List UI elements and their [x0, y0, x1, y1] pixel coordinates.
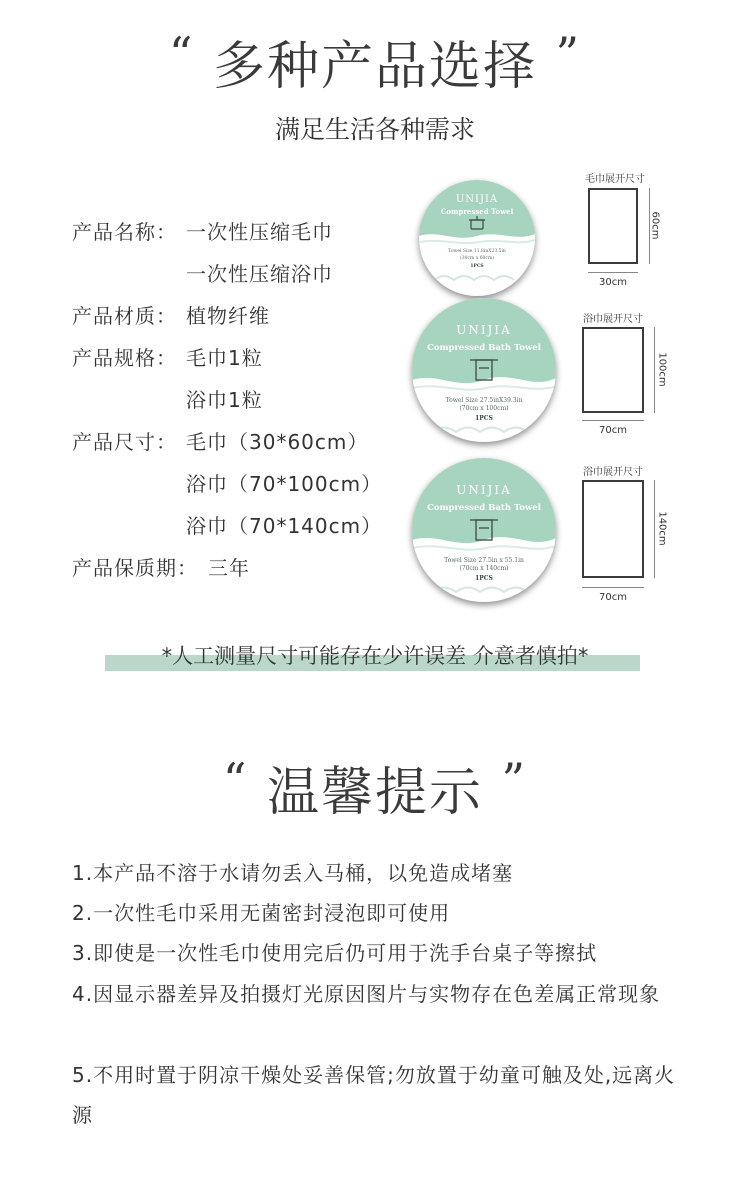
spec-shelf-life-value: 三年 — [208, 556, 250, 580]
disc3-pcs: 1PCS — [475, 575, 493, 582]
diagram1-height: 60cm — [649, 211, 661, 240]
spec-size-value-3: 浴巾（70*140cm） — [186, 514, 383, 538]
disc1-size-cm: (30cm x 60cm) — [460, 256, 494, 261]
diagram1-width-line — [588, 272, 638, 273]
spec-spec-value: 毛巾1粒 — [186, 346, 263, 370]
spec-name-value-2: 一次性压缩浴巾 — [186, 262, 333, 286]
section-title-tips — [0, 750, 750, 825]
quote-open: “ — [222, 753, 249, 807]
spec-shelf-life-label: 产品保质期： — [72, 556, 198, 580]
spec-size-value-2: 浴巾（70*100cm） — [186, 472, 383, 496]
disc1-size-in: Towel Size 11.8inX23.5in — [448, 249, 506, 254]
diagram3-label: 浴巾展开尺寸 — [583, 467, 643, 478]
tip-item: 5.不用时置于阴凉干燥处妥善保管;勿放置于幼童可触及处,远离火源 — [72, 1063, 676, 1127]
disc1-pcs: 1PCS — [470, 264, 484, 269]
diagram2-height: 100cm — [656, 352, 668, 387]
disc3-name: Compressed Bath Towel — [427, 503, 541, 513]
disclaimer-text: *人工测量尺寸可能存在少许误差 介意者慎拍* — [161, 644, 589, 668]
disc1-brand: UNIJIA — [455, 194, 499, 205]
disc3-size-in: Towel Size 27.5in x 55.1in — [444, 557, 524, 564]
spec-size-value: 毛巾（30*60cm） — [186, 430, 369, 454]
diagram2-width-line — [582, 420, 644, 421]
diagram2-height-line — [654, 327, 655, 413]
diagram2-label: 浴巾展开尺寸 — [583, 314, 643, 325]
disc2-size-in: Towel Size 27.5inX39.3in — [445, 397, 523, 404]
diagram1-width: 30cm — [599, 277, 627, 288]
disc2-size-cm: (70cm x 100cm) — [459, 405, 509, 412]
quote-open: “ — [168, 27, 195, 81]
tip-item: 4.因显示器差异及拍摄灯光原因图片与实物存在色差属正常现象 — [72, 982, 661, 1006]
spec-name-label: 产品名称： — [72, 220, 177, 244]
quote-close: ” — [555, 27, 582, 81]
tip-item: 3.即使是一次性毛巾使用完后仍可用于洗手台桌子等擦拭 — [72, 941, 598, 965]
disc3-brand: UNIJIA — [456, 483, 512, 497]
section-title-products — [0, 24, 750, 99]
disc2-brand: UNIJIA — [456, 323, 512, 337]
diagram1-label: 毛巾展开尺寸 — [585, 174, 645, 185]
spec-name-value: 一次性压缩毛巾 — [186, 220, 333, 244]
diagram2-box — [582, 327, 644, 413]
diagram3-width: 70cm — [599, 592, 627, 603]
spec-material-label: 产品材质： — [72, 304, 177, 328]
tip-item: 2.一次性毛巾采用无菌密封浸泡即可使用 — [72, 901, 451, 925]
tips-title-text: 温馨提示 — [266, 763, 483, 823]
products-title-text: 多种产品选择 — [212, 37, 537, 97]
product-disc-bath-100 — [412, 298, 556, 442]
spec-spec-value-2: 浴巾1粒 — [186, 388, 263, 412]
products-subtitle: 满足生活各种需求 — [274, 115, 475, 144]
diagram3-height: 140cm — [656, 511, 668, 546]
disc2-pcs: 1PCS — [475, 415, 493, 422]
spec-material-value: 植物纤维 — [186, 304, 270, 328]
diagram1-box — [588, 188, 638, 264]
disc1-name: Compressed Towel — [440, 207, 514, 216]
product-disc-towel — [419, 180, 535, 296]
quote-close: ” — [501, 753, 528, 807]
disc2-name: Compressed Bath Towel — [427, 343, 541, 353]
spec-size-label: 产品尺寸： — [72, 430, 177, 454]
spec-spec-label: 产品规格： — [72, 346, 177, 370]
diagram3-box — [582, 480, 644, 578]
disc3-size-cm: (70cm x 140cm) — [459, 565, 509, 572]
diagram3-height-line — [654, 480, 655, 578]
diagram3-width-line — [582, 587, 644, 588]
tip-item: 1.本产品不溶于水请勿丢入马桶，以免造成堵塞 — [72, 861, 514, 885]
product-disc-bath-140 — [412, 458, 556, 602]
diagram2-width: 70cm — [599, 425, 627, 436]
